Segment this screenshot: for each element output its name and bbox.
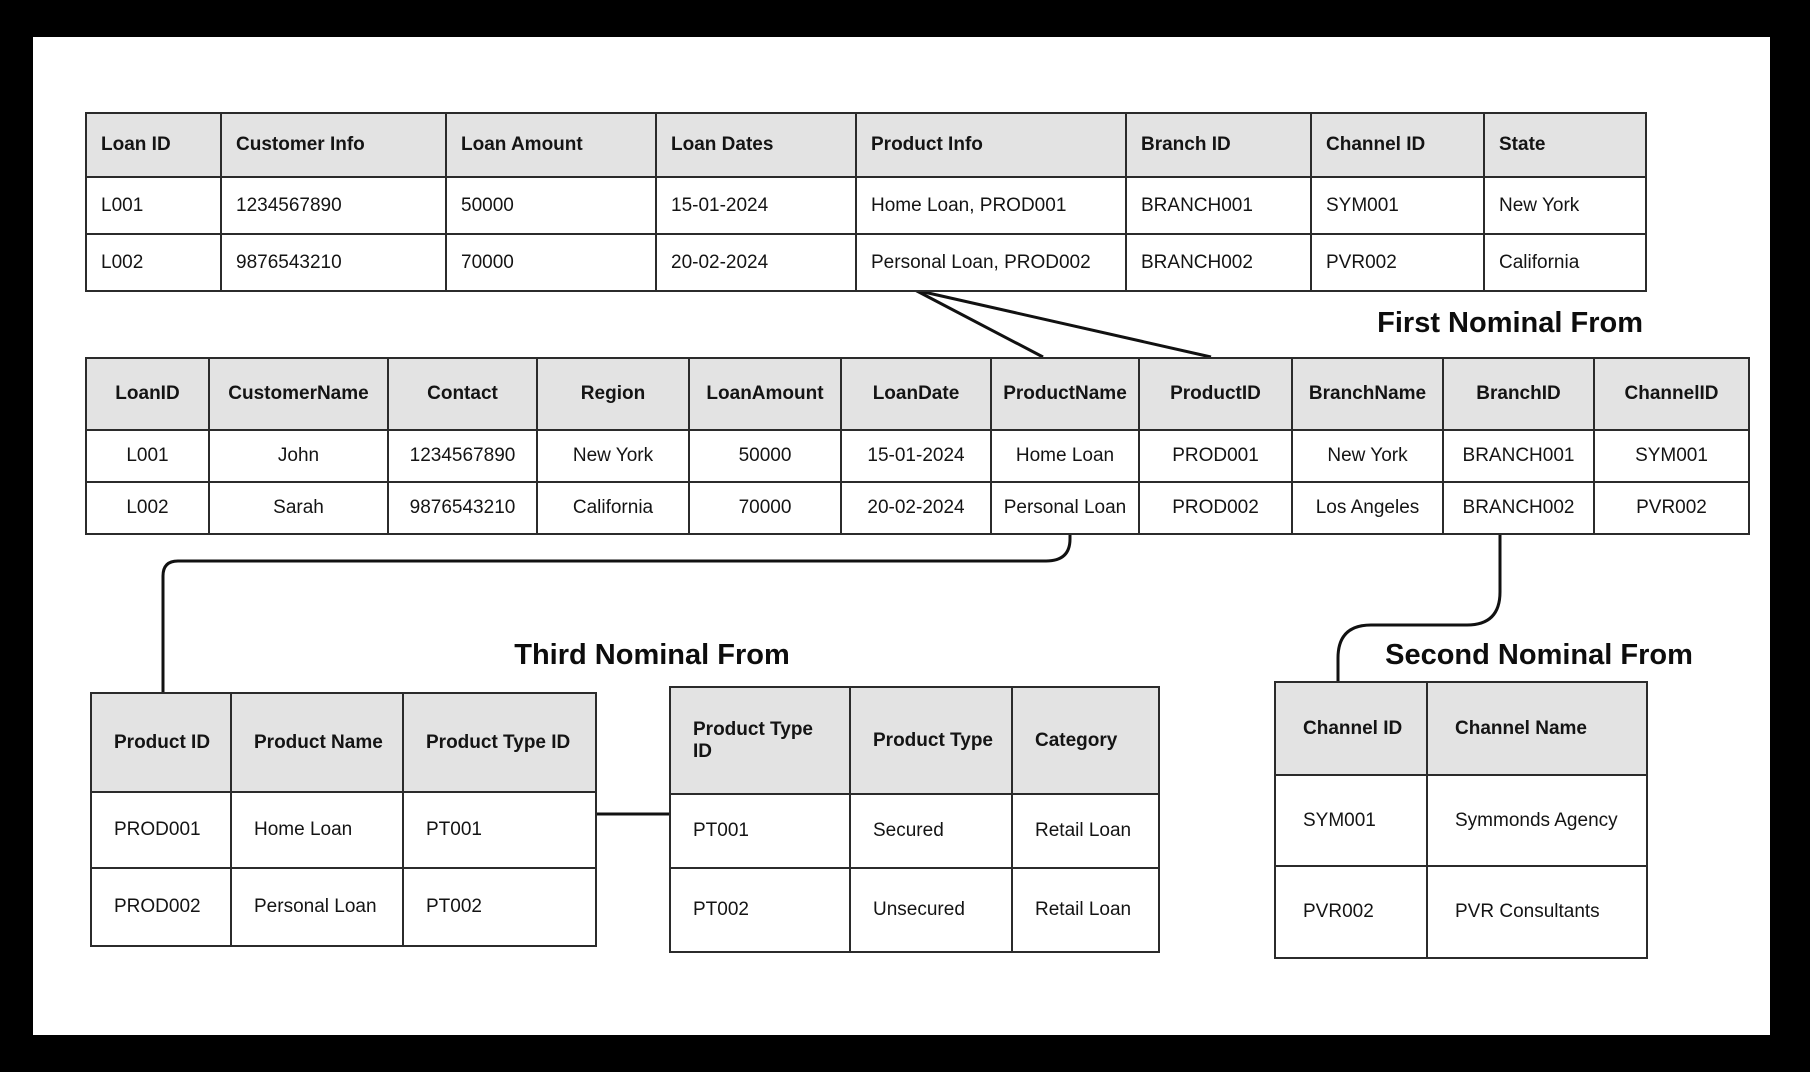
first-normal-form-table bbox=[85, 357, 1750, 535]
cell: New York bbox=[1292, 430, 1443, 482]
cell: PT002 bbox=[403, 868, 596, 946]
label-third-normal-form: Third Nominal From bbox=[514, 639, 790, 671]
products-table bbox=[90, 692, 597, 947]
cell: Home Loan, PROD001 bbox=[856, 177, 1126, 234]
cell: 9876543210 bbox=[388, 482, 537, 534]
cell: PROD002 bbox=[91, 868, 231, 946]
col-header-channelid: ChannelID bbox=[1594, 358, 1749, 430]
col-header-contact: Contact bbox=[388, 358, 537, 430]
cell: 1234567890 bbox=[221, 177, 446, 234]
cell: California bbox=[1484, 234, 1646, 291]
cell: Personal Loan bbox=[231, 868, 403, 946]
cell: 15-01-2024 bbox=[656, 177, 856, 234]
table-row bbox=[86, 482, 1749, 534]
cell: Retail Loan bbox=[1012, 794, 1159, 868]
table-header-row bbox=[670, 687, 1159, 794]
table-row bbox=[670, 868, 1159, 952]
cell: Sarah bbox=[209, 482, 388, 534]
cell: BRANCH001 bbox=[1126, 177, 1311, 234]
col-header-product-type-id: Product Type ID bbox=[403, 693, 596, 792]
cell: PT002 bbox=[670, 868, 850, 952]
channels-table bbox=[1274, 681, 1648, 959]
table-row bbox=[86, 430, 1749, 482]
table-row bbox=[1275, 866, 1647, 958]
cell: L002 bbox=[86, 482, 209, 534]
cell: PT001 bbox=[670, 794, 850, 868]
cell: L001 bbox=[86, 430, 209, 482]
cell: PT001 bbox=[403, 792, 596, 868]
col-header-product-type-id: Product Type ID bbox=[670, 687, 850, 794]
col-header-loanid: LoanID bbox=[86, 358, 209, 430]
col-header-product-type: Product Type bbox=[850, 687, 1012, 794]
col-header-product-info: Product Info bbox=[856, 113, 1126, 177]
cell: PVR Consultants bbox=[1427, 866, 1647, 958]
col-header-product-id: Product ID bbox=[91, 693, 231, 792]
cell: BRANCH002 bbox=[1126, 234, 1311, 291]
cell: PVR002 bbox=[1594, 482, 1749, 534]
cell: New York bbox=[1484, 177, 1646, 234]
cell: 9876543210 bbox=[221, 234, 446, 291]
table-row bbox=[91, 868, 596, 946]
cell: PROD001 bbox=[91, 792, 231, 868]
cell: L002 bbox=[86, 234, 221, 291]
cell: Personal Loan bbox=[991, 482, 1139, 534]
table-header-row bbox=[86, 113, 1646, 177]
cell: Symmonds Agency bbox=[1427, 775, 1647, 866]
cell: Unsecured bbox=[850, 868, 1012, 952]
loan-master-table bbox=[85, 112, 1647, 292]
cell: SYM001 bbox=[1311, 177, 1484, 234]
cell: SYM001 bbox=[1275, 775, 1427, 866]
cell: BRANCH001 bbox=[1443, 430, 1594, 482]
cell: PROD001 bbox=[1139, 430, 1292, 482]
table-header-row bbox=[1275, 682, 1647, 775]
cell: 70000 bbox=[446, 234, 656, 291]
col-header-loandate: LoanDate bbox=[841, 358, 991, 430]
col-header-channel-name: Channel Name bbox=[1427, 682, 1647, 775]
cell: PVR002 bbox=[1311, 234, 1484, 291]
col-header-loan-amount: Loan Amount bbox=[446, 113, 656, 177]
cell: BRANCH002 bbox=[1443, 482, 1594, 534]
col-header-loan-id: Loan ID bbox=[86, 113, 221, 177]
table-row bbox=[670, 794, 1159, 868]
cell: L001 bbox=[86, 177, 221, 234]
col-header-state: State bbox=[1484, 113, 1646, 177]
product-types-table bbox=[669, 686, 1160, 953]
col-header-customer-info: Customer Info bbox=[221, 113, 446, 177]
cell: 1234567890 bbox=[388, 430, 537, 482]
col-header-customername: CustomerName bbox=[209, 358, 388, 430]
table-row bbox=[1275, 775, 1647, 866]
col-header-loan-dates: Loan Dates bbox=[656, 113, 856, 177]
cell: Los Angeles bbox=[1292, 482, 1443, 534]
table-header-row bbox=[86, 358, 1749, 430]
col-header-branchname: BranchName bbox=[1292, 358, 1443, 430]
col-header-channel-id: Channel ID bbox=[1311, 113, 1484, 177]
cell: SYM001 bbox=[1594, 430, 1749, 482]
table-row bbox=[86, 234, 1646, 291]
col-header-category: Category bbox=[1012, 687, 1159, 794]
cell: 15-01-2024 bbox=[841, 430, 991, 482]
cell: 50000 bbox=[446, 177, 656, 234]
cell: Home Loan bbox=[991, 430, 1139, 482]
label-first-normal-form: First Nominal From bbox=[1377, 307, 1643, 339]
col-header-loanamount: LoanAmount bbox=[689, 358, 841, 430]
cell: Home Loan bbox=[231, 792, 403, 868]
cell: 20-02-2024 bbox=[656, 234, 856, 291]
cell: New York bbox=[537, 430, 689, 482]
cell: 20-02-2024 bbox=[841, 482, 991, 534]
col-header-branchid: BranchID bbox=[1443, 358, 1594, 430]
label-second-normal-form: Second Nominal From bbox=[1385, 639, 1693, 671]
cell: PVR002 bbox=[1275, 866, 1427, 958]
table-row bbox=[91, 792, 596, 868]
cell: Retail Loan bbox=[1012, 868, 1159, 952]
cell: Personal Loan, PROD002 bbox=[856, 234, 1126, 291]
cell: 70000 bbox=[689, 482, 841, 534]
col-header-productname: ProductName bbox=[991, 358, 1139, 430]
col-header-region: Region bbox=[537, 358, 689, 430]
cell: John bbox=[209, 430, 388, 482]
table-header-row bbox=[91, 693, 596, 792]
cell: Secured bbox=[850, 794, 1012, 868]
table-row bbox=[86, 177, 1646, 234]
cell: California bbox=[537, 482, 689, 534]
col-header-channel-id: Channel ID bbox=[1275, 682, 1427, 775]
col-header-product-name: Product Name bbox=[231, 693, 403, 792]
col-header-branch-id: Branch ID bbox=[1126, 113, 1311, 177]
cell: PROD002 bbox=[1139, 482, 1292, 534]
cell: 50000 bbox=[689, 430, 841, 482]
col-header-productid: ProductID bbox=[1139, 358, 1292, 430]
